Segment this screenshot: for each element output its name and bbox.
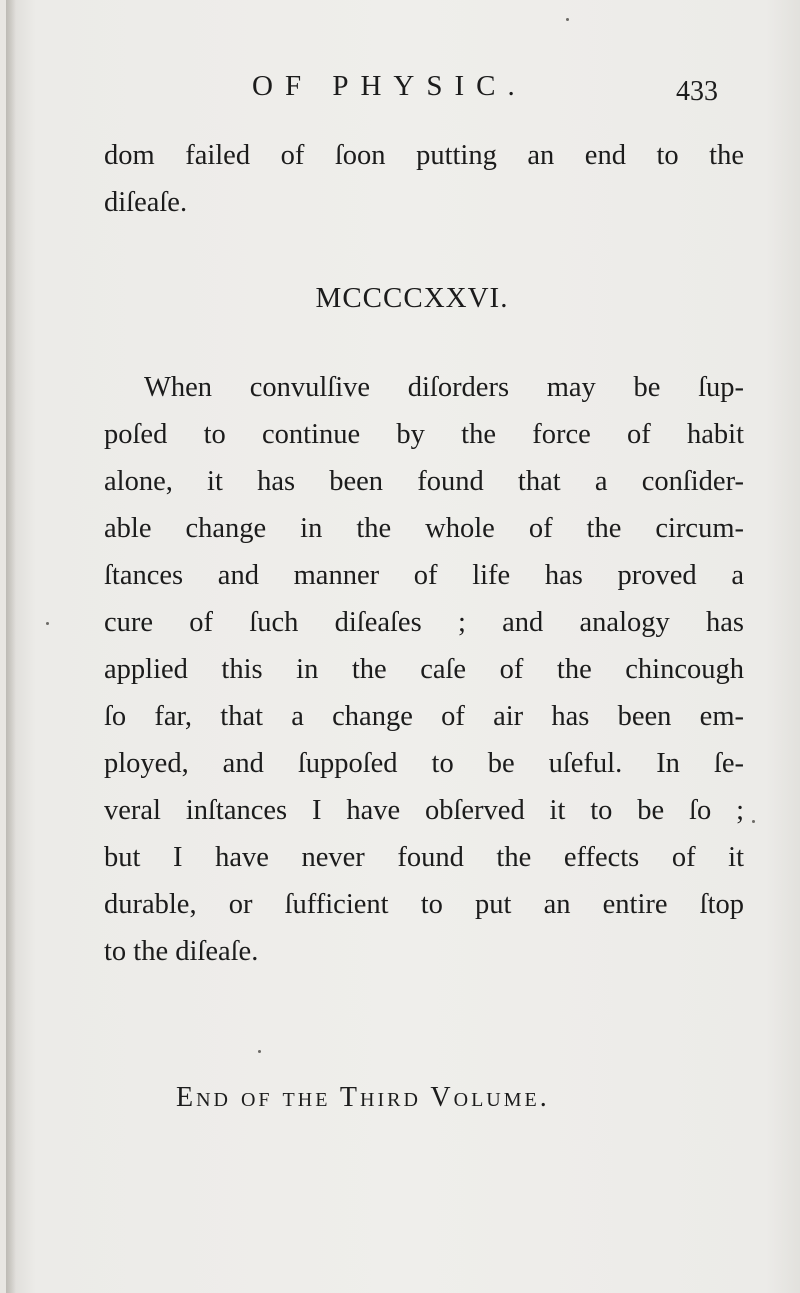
text-line: diſeaſe. xyxy=(104,187,188,218)
page-header xyxy=(0,70,800,110)
text-line: cure of ſuch diſeaſes ; and analogy has xyxy=(104,607,744,638)
section-heading: MCCCCXXVI. xyxy=(315,282,509,314)
text-line: but I have never found the effects of it xyxy=(104,842,744,873)
text-line: ſo far, that a change of air has been em- xyxy=(104,701,744,732)
continuation-text xyxy=(104,132,744,226)
text-line: dom failed of ſoon putting an end to the xyxy=(104,140,744,171)
paper-speck xyxy=(566,18,569,21)
paper-speck xyxy=(752,820,755,823)
text-line: veral inſtances I have obſerved it to be ſo ; xyxy=(104,795,744,826)
text-line: able change in the whole of the circum- xyxy=(104,513,744,544)
text-line: applied this in the caſe of the chincough xyxy=(104,654,744,685)
text-line: ployed, and ſuppoſed to be uſeful. In ſe- xyxy=(104,748,744,779)
text-line: alone, it has been found that a conſider- xyxy=(104,466,744,497)
text-line: When convulſive diſorders may be ſup- xyxy=(144,372,744,403)
text-line: durable, or ſufficient to put an entire ſtop xyxy=(104,889,744,920)
end-of-volume-note: End of the Third Volume. xyxy=(176,1082,550,1113)
running-title: OF PHYSIC. xyxy=(252,70,527,102)
page-number: 433 xyxy=(676,76,718,107)
text-line: to the diſeaſe. xyxy=(104,936,259,967)
page-gutter-shadow xyxy=(6,0,16,1293)
text-line: poſed to continue by the force of habit xyxy=(104,419,744,450)
text-line: ſtances and manner of life has proved a xyxy=(104,560,744,591)
section-paragraph xyxy=(104,364,744,975)
paper-speck xyxy=(258,1050,261,1053)
paper-speck xyxy=(46,622,49,625)
